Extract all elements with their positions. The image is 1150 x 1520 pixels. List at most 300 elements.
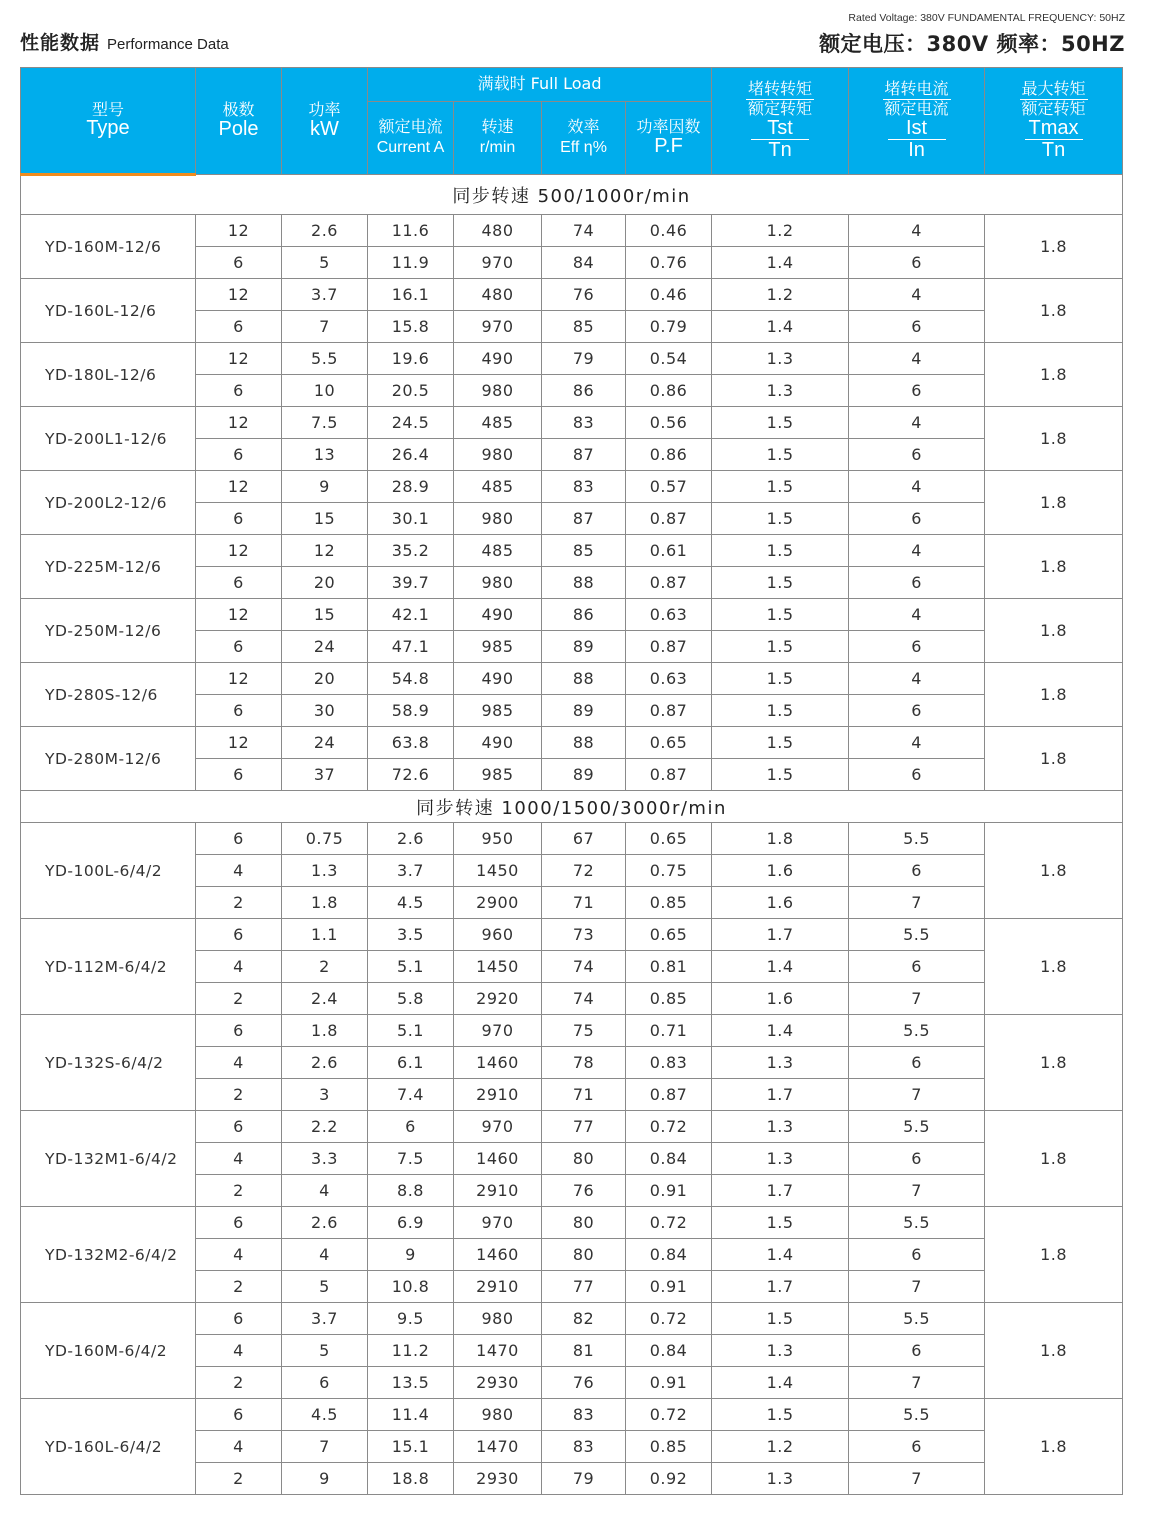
table-cell: 77 xyxy=(542,1111,626,1143)
table-cell: 7 xyxy=(282,311,368,343)
table-cell: 6 xyxy=(196,439,282,471)
table-row xyxy=(21,1111,1123,1143)
table-cell: 18.8 xyxy=(368,1463,454,1495)
table-cell: 4 xyxy=(849,215,985,247)
table-cell: 6.1 xyxy=(368,1047,454,1079)
table-cell: 6 xyxy=(849,439,985,471)
table-cell: 6 xyxy=(196,695,282,727)
table-cell: 1.3 xyxy=(712,1111,849,1143)
table-cell: 0.72 xyxy=(626,1399,712,1431)
table-cell: 4 xyxy=(196,1335,282,1367)
table-cell: 0.81 xyxy=(626,951,712,983)
table-cell: 83 xyxy=(542,407,626,439)
table-cell: 3.7 xyxy=(368,855,454,887)
table-cell: 6 xyxy=(849,567,985,599)
table-cell: 6 xyxy=(196,1015,282,1047)
table-cell: 0.65 xyxy=(626,727,712,759)
table-cell: 13.5 xyxy=(368,1367,454,1399)
table-cell: 1.5 xyxy=(712,439,849,471)
page-title xyxy=(20,28,229,55)
table-cell: 480 xyxy=(454,279,542,311)
col-pole-en: Pole xyxy=(218,117,259,140)
table-cell: 980 xyxy=(454,503,542,535)
table-row xyxy=(21,599,1123,631)
table-cell: 6 xyxy=(849,695,985,727)
table-cell: 12 xyxy=(196,343,282,375)
table-cell: 83 xyxy=(542,471,626,503)
table-cell: 82 xyxy=(542,1303,626,1335)
table-cell: 1.3 xyxy=(282,855,368,887)
table-cell: 85 xyxy=(542,535,626,567)
table-cell: 1.5 xyxy=(712,663,849,695)
table-cell: 2 xyxy=(196,1463,282,1495)
table-cell: 15.1 xyxy=(368,1431,454,1463)
table-cell: 7.5 xyxy=(368,1143,454,1175)
col-ist-num: Ist xyxy=(888,118,946,140)
table-cell: 7 xyxy=(849,983,985,1015)
table-cell: 1.7 xyxy=(712,1271,849,1303)
table-cell: 1.3 xyxy=(712,1463,849,1495)
tmax-ratio-value: 1.8 xyxy=(985,919,1123,1015)
section-label: 同步转速 500/1000r/min xyxy=(21,175,1123,215)
table-cell: 54.8 xyxy=(368,663,454,695)
table-cell: 24 xyxy=(282,727,368,759)
table-cell: 2.6 xyxy=(282,1207,368,1239)
table-cell: 12 xyxy=(196,599,282,631)
table-row xyxy=(21,1303,1123,1335)
table-cell: 77 xyxy=(542,1271,626,1303)
table-cell: 1.7 xyxy=(712,1175,849,1207)
table-cell: 2910 xyxy=(454,1175,542,1207)
table-cell: 47.1 xyxy=(368,631,454,663)
table-cell: 6 xyxy=(196,567,282,599)
table-cell: 6 xyxy=(196,631,282,663)
table-cell: 2.4 xyxy=(282,983,368,1015)
col-speed xyxy=(454,102,542,175)
table-cell: 83 xyxy=(542,1431,626,1463)
col-ist-den: In xyxy=(908,138,925,161)
table-cell: 4 xyxy=(196,1047,282,1079)
tmax-ratio-value: 1.8 xyxy=(985,407,1123,471)
table-row xyxy=(21,279,1123,311)
tmax-ratio-value: 1.8 xyxy=(985,535,1123,599)
rated-info-en: Rated Voltage: 380V FUNDAMENTAL FREQUENCY: 50HZ xyxy=(848,12,1125,24)
table-cell: 0.72 xyxy=(626,1303,712,1335)
table-cell: 87 xyxy=(542,439,626,471)
title-cn: 性能数据 xyxy=(20,32,101,54)
table-cell: 74 xyxy=(542,951,626,983)
table-cell: 0.63 xyxy=(626,663,712,695)
table-cell: 30 xyxy=(282,695,368,727)
table-cell: 1.5 xyxy=(712,1207,849,1239)
table-cell: 7.5 xyxy=(282,407,368,439)
table-cell: 89 xyxy=(542,631,626,663)
table-cell: 12 xyxy=(196,215,282,247)
col-pole-cn: 极数 xyxy=(222,100,255,120)
table-cell: 26.4 xyxy=(368,439,454,471)
table-row xyxy=(21,1207,1123,1239)
table-cell: 1.8 xyxy=(712,823,849,855)
table-row xyxy=(21,471,1123,503)
table-cell: 20 xyxy=(282,663,368,695)
table-cell: 4 xyxy=(196,951,282,983)
table-cell: 1.3 xyxy=(712,343,849,375)
table-cell: 0.83 xyxy=(626,1047,712,1079)
motor-type: YD-280M-12/6 xyxy=(21,727,196,791)
motor-type: YD-100L-6/4/2 xyxy=(21,823,196,919)
tmax-ratio-value: 1.8 xyxy=(985,727,1123,791)
table-cell: 3.7 xyxy=(282,279,368,311)
table-cell: 78 xyxy=(542,1047,626,1079)
col-current-en: Current A xyxy=(376,139,445,156)
table-cell: 1.8 xyxy=(282,1015,368,1047)
table-cell: 1.4 xyxy=(712,247,849,279)
table-cell: 11.4 xyxy=(368,1399,454,1431)
motor-type: YD-132M2-6/4/2 xyxy=(21,1207,196,1303)
tmax-ratio-value: 1.8 xyxy=(985,599,1123,663)
table-cell: 37 xyxy=(282,759,368,791)
table-cell: 5 xyxy=(282,1271,368,1303)
table-cell: 0.91 xyxy=(626,1367,712,1399)
tmax-ratio-value: 1.8 xyxy=(985,823,1123,919)
table-row xyxy=(21,1015,1123,1047)
col-tmax-num: Tmax xyxy=(1025,118,1083,140)
table-cell: 4 xyxy=(282,1175,368,1207)
table-header xyxy=(21,68,1123,175)
table-cell: 88 xyxy=(542,567,626,599)
table-cell: 86 xyxy=(542,599,626,631)
table-cell: 12 xyxy=(196,535,282,567)
table-cell: 12 xyxy=(196,407,282,439)
col-current-cn: 额定电流 xyxy=(378,117,443,137)
col-tmax-top: 最大转矩 xyxy=(1021,79,1086,99)
motor-type: YD-250M-12/6 xyxy=(21,599,196,663)
table-cell: 4 xyxy=(849,727,985,759)
table-row xyxy=(21,663,1123,695)
table-cell: 7 xyxy=(849,1175,985,1207)
table-cell: 1.3 xyxy=(712,1143,849,1175)
table-cell: 2920 xyxy=(454,983,542,1015)
table-cell: 0.84 xyxy=(626,1239,712,1271)
table-cell: 2900 xyxy=(454,887,542,919)
table-cell: 76 xyxy=(542,1175,626,1207)
table-cell: 1.6 xyxy=(712,983,849,1015)
table-cell: 6 xyxy=(849,855,985,887)
table-cell: 7 xyxy=(849,1271,985,1303)
col-ist-mid: 额定电流 xyxy=(884,99,949,118)
table-cell: 4.5 xyxy=(282,1399,368,1431)
table-cell: 1.8 xyxy=(282,887,368,919)
col-eff-en: Eff η% xyxy=(560,139,607,156)
table-cell: 89 xyxy=(542,759,626,791)
section-row xyxy=(21,791,1123,823)
col-power xyxy=(282,68,368,175)
table-cell: 0.85 xyxy=(626,887,712,919)
table-cell: 5.8 xyxy=(368,983,454,1015)
table-cell: 84 xyxy=(542,247,626,279)
table-cell: 83 xyxy=(542,1399,626,1431)
table-cell: 4 xyxy=(196,855,282,887)
table-cell: 1.5 xyxy=(712,567,849,599)
table-cell: 11.9 xyxy=(368,247,454,279)
table-cell: 4 xyxy=(849,535,985,567)
table-cell: 0.46 xyxy=(626,279,712,311)
table-cell: 67 xyxy=(542,823,626,855)
table-cell: 6 xyxy=(849,503,985,535)
table-cell: 10 xyxy=(282,375,368,407)
table-cell: 4 xyxy=(196,1431,282,1463)
table-cell: 3 xyxy=(282,1079,368,1111)
table-cell: 1460 xyxy=(454,1239,542,1271)
table-cell: 1.5 xyxy=(712,503,849,535)
table-cell: 6 xyxy=(282,1367,368,1399)
table-cell: 0.84 xyxy=(626,1335,712,1367)
table-cell: 0.65 xyxy=(626,919,712,951)
table-cell: 960 xyxy=(454,919,542,951)
table-cell: 71 xyxy=(542,1079,626,1111)
table-cell: 0.84 xyxy=(626,1143,712,1175)
col-pf xyxy=(626,102,712,175)
performance-table xyxy=(20,67,1123,1495)
table-cell: 9.5 xyxy=(368,1303,454,1335)
col-tst-den: Tn xyxy=(768,138,792,161)
table-cell: 3.7 xyxy=(282,1303,368,1335)
col-tst-ratio xyxy=(712,68,849,175)
table-cell: 75 xyxy=(542,1015,626,1047)
table-cell: 5 xyxy=(282,1335,368,1367)
table-cell: 4 xyxy=(849,407,985,439)
table-cell: 0.75 xyxy=(282,823,368,855)
table-cell: 4 xyxy=(849,471,985,503)
table-cell: 6 xyxy=(196,247,282,279)
table-cell: 28.9 xyxy=(368,471,454,503)
table-cell: 1470 xyxy=(454,1335,542,1367)
table-cell: 6 xyxy=(849,247,985,279)
col-tst-num: Tst xyxy=(751,118,809,140)
table-cell: 5.5 xyxy=(849,1207,985,1239)
table-row xyxy=(21,407,1123,439)
table-cell: 74 xyxy=(542,215,626,247)
table-cell: 6 xyxy=(849,375,985,407)
motor-type: YD-160L-12/6 xyxy=(21,279,196,343)
table-cell: 9 xyxy=(368,1239,454,1271)
table-cell: 0.91 xyxy=(626,1175,712,1207)
table-cell: 19.6 xyxy=(368,343,454,375)
table-cell: 2 xyxy=(196,983,282,1015)
table-cell: 5.1 xyxy=(368,1015,454,1047)
table-cell: 4 xyxy=(849,279,985,311)
table-cell: 1.4 xyxy=(712,951,849,983)
table-cell: 5 xyxy=(282,247,368,279)
table-cell: 6 xyxy=(196,503,282,535)
table-cell: 0.87 xyxy=(626,759,712,791)
table-cell: 2910 xyxy=(454,1271,542,1303)
table-cell: 0.91 xyxy=(626,1271,712,1303)
table-cell: 39.7 xyxy=(368,567,454,599)
table-cell: 80 xyxy=(542,1239,626,1271)
table-cell: 490 xyxy=(454,663,542,695)
table-cell: 79 xyxy=(542,343,626,375)
table-cell: 35.2 xyxy=(368,535,454,567)
table-cell: 490 xyxy=(454,599,542,631)
table-cell: 0.87 xyxy=(626,503,712,535)
table-cell: 485 xyxy=(454,471,542,503)
table-cell: 1470 xyxy=(454,1431,542,1463)
table-cell: 985 xyxy=(454,759,542,791)
table-cell: 80 xyxy=(542,1207,626,1239)
table-cell: 980 xyxy=(454,439,542,471)
table-cell: 0.92 xyxy=(626,1463,712,1495)
table-cell: 76 xyxy=(542,279,626,311)
table-cell: 15 xyxy=(282,599,368,631)
table-cell: 490 xyxy=(454,727,542,759)
table-cell: 1.1 xyxy=(282,919,368,951)
table-cell: 1.5 xyxy=(712,695,849,727)
table-cell: 5.5 xyxy=(849,919,985,951)
table-cell: 2 xyxy=(282,951,368,983)
table-cell: 970 xyxy=(454,311,542,343)
table-cell: 1.2 xyxy=(712,279,849,311)
table-cell: 87 xyxy=(542,503,626,535)
table-cell: 7 xyxy=(849,1367,985,1399)
table-cell: 0.46 xyxy=(626,215,712,247)
table-cell: 970 xyxy=(454,1207,542,1239)
table-cell: 480 xyxy=(454,215,542,247)
col-tmax-den: Tn xyxy=(1041,138,1066,161)
col-ist-ratio xyxy=(849,68,985,175)
table-cell: 11.2 xyxy=(368,1335,454,1367)
table-cell: 2.2 xyxy=(282,1111,368,1143)
table-cell: 0.63 xyxy=(626,599,712,631)
table-row xyxy=(21,535,1123,567)
table-cell: 1.3 xyxy=(712,1047,849,1079)
col-type-en: Type xyxy=(86,117,130,140)
motor-type: YD-280S-12/6 xyxy=(21,663,196,727)
table-cell: 1.5 xyxy=(712,727,849,759)
table-cell: 2 xyxy=(196,1367,282,1399)
table-cell: 80 xyxy=(542,1143,626,1175)
table-cell: 5.5 xyxy=(849,1015,985,1047)
table-cell: 6 xyxy=(196,823,282,855)
table-cell: 6 xyxy=(196,1111,282,1143)
table-cell: 6 xyxy=(849,951,985,983)
table-cell: 0.79 xyxy=(626,311,712,343)
table-cell: 12 xyxy=(196,663,282,695)
table-cell: 2930 xyxy=(454,1367,542,1399)
table-cell: 6 xyxy=(368,1111,454,1143)
table-cell: 9 xyxy=(282,471,368,503)
table-cell: 5.5 xyxy=(849,1399,985,1431)
table-cell: 0.85 xyxy=(626,983,712,1015)
table-cell: 6 xyxy=(849,1047,985,1079)
rated-info xyxy=(819,12,1125,58)
table-cell: 72.6 xyxy=(368,759,454,791)
col-type xyxy=(21,68,196,175)
table-cell: 7.4 xyxy=(368,1079,454,1111)
table-cell: 79 xyxy=(542,1463,626,1495)
col-pf-cn: 功率因数 xyxy=(636,117,701,137)
table-cell: 1450 xyxy=(454,855,542,887)
col-pf-en: P.F xyxy=(654,134,683,157)
table-cell: 490 xyxy=(454,343,542,375)
table-cell: 1.5 xyxy=(712,407,849,439)
motor-type: YD-112M-6/4/2 xyxy=(21,919,196,1015)
table-cell: 2 xyxy=(196,887,282,919)
table-cell: 985 xyxy=(454,631,542,663)
table-cell: 72 xyxy=(542,855,626,887)
table-cell: 1.6 xyxy=(712,887,849,919)
table-cell: 7 xyxy=(282,1431,368,1463)
table-cell: 76 xyxy=(542,1367,626,1399)
table-row xyxy=(21,215,1123,247)
table-cell: 1.4 xyxy=(712,311,849,343)
table-row xyxy=(21,919,1123,951)
tmax-ratio-value: 1.8 xyxy=(985,663,1123,727)
table-cell: 5.1 xyxy=(368,951,454,983)
table-cell: 12 xyxy=(196,471,282,503)
table-cell: 74 xyxy=(542,983,626,1015)
section-row xyxy=(21,175,1123,215)
table-cell: 12 xyxy=(282,535,368,567)
table-row xyxy=(21,343,1123,375)
tmax-ratio-value: 1.8 xyxy=(985,1111,1123,1207)
table-cell: 1.5 xyxy=(712,1303,849,1335)
table-cell: 6 xyxy=(196,1207,282,1239)
col-pole xyxy=(196,68,282,175)
table-cell: 6 xyxy=(849,1239,985,1271)
table-cell: 1.5 xyxy=(712,535,849,567)
table-cell: 42.1 xyxy=(368,599,454,631)
col-tmax-ratio xyxy=(985,68,1123,175)
table-cell: 2.6 xyxy=(368,823,454,855)
table-body xyxy=(21,175,1123,1495)
col-type-cn: 型号 xyxy=(91,99,124,119)
table-cell: 970 xyxy=(454,247,542,279)
tmax-ratio-value: 1.8 xyxy=(985,343,1123,407)
table-cell: 12 xyxy=(196,279,282,311)
table-cell: 5.5 xyxy=(282,343,368,375)
table-cell: 7 xyxy=(849,1463,985,1495)
motor-type: YD-160L-6/4/2 xyxy=(21,1399,196,1495)
table-cell: 6 xyxy=(196,1303,282,1335)
col-speed-cn: 转速 xyxy=(481,117,514,137)
motor-type: YD-200L1-12/6 xyxy=(21,407,196,471)
table-cell: 4 xyxy=(196,1239,282,1271)
table-cell: 3.5 xyxy=(368,919,454,951)
table-cell: 4 xyxy=(282,1239,368,1271)
table-cell: 1.3 xyxy=(712,375,849,407)
table-cell: 1.5 xyxy=(712,1399,849,1431)
table-cell: 71 xyxy=(542,887,626,919)
table-row xyxy=(21,823,1123,855)
motor-type: YD-160M-12/6 xyxy=(21,215,196,279)
table-cell: 58.9 xyxy=(368,695,454,727)
table-cell: 0.75 xyxy=(626,855,712,887)
table-cell: 0.86 xyxy=(626,375,712,407)
table-cell: 5.5 xyxy=(849,823,985,855)
table-cell: 7 xyxy=(849,887,985,919)
motor-type: YD-200L2-12/6 xyxy=(21,471,196,535)
table-cell: 0.72 xyxy=(626,1207,712,1239)
table-cell: 1.7 xyxy=(712,1079,849,1111)
table-cell: 980 xyxy=(454,567,542,599)
table-cell: 63.8 xyxy=(368,727,454,759)
motor-type: YD-132S-6/4/2 xyxy=(21,1015,196,1111)
table-cell: 980 xyxy=(454,375,542,407)
table-cell: 1.7 xyxy=(712,919,849,951)
table-cell: 0.54 xyxy=(626,343,712,375)
title-en: Performance Data xyxy=(107,36,229,53)
